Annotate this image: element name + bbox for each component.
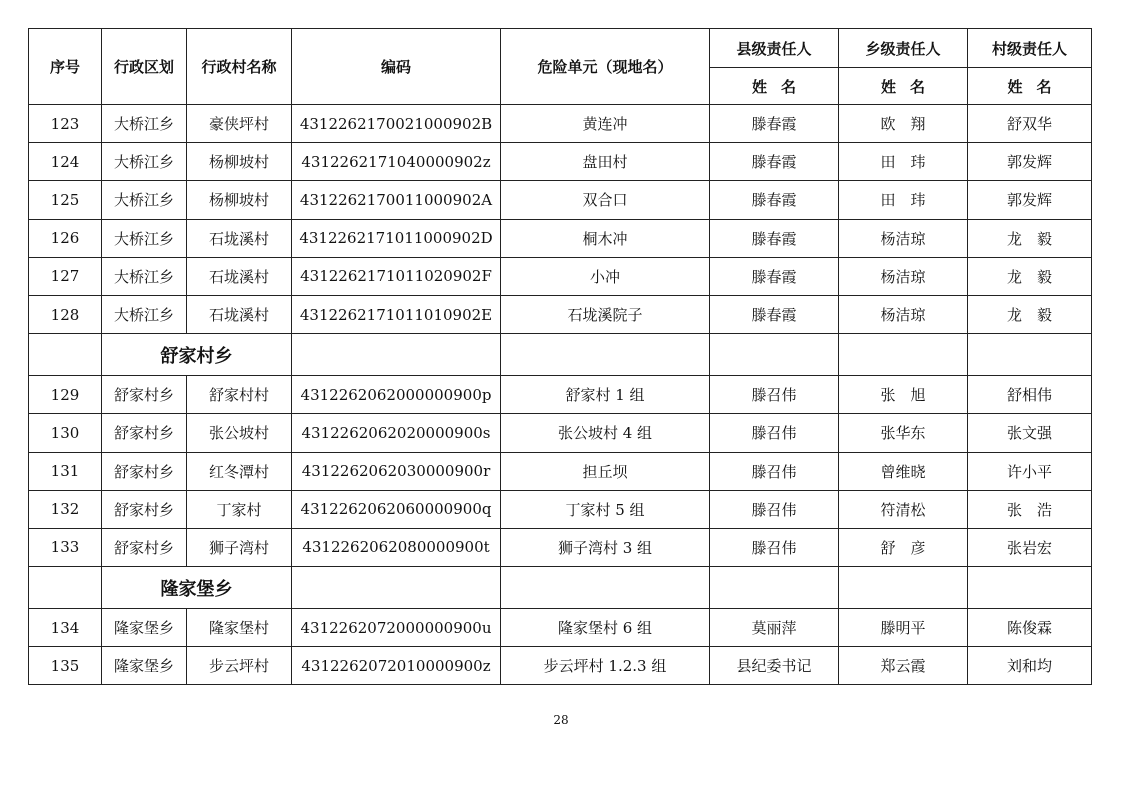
cell-township: 郑云霞 [839,647,968,685]
cell-district: 大桥江乡 [102,105,187,143]
cell-code: 4312262072000000900u [292,609,501,647]
cell-unit: 隆家堡村 6 组 [501,609,710,647]
cell-seq: 131 [29,452,102,490]
cell-district: 舒家村乡 [102,376,187,414]
header-seq: 序号 [29,29,102,105]
cell-village-resp: 龙 毅 [968,219,1092,257]
cell-village: 杨柳坡村 [187,181,292,219]
cell-seq: 135 [29,647,102,685]
table-row [29,257,1092,295]
cell-township: 杨洁琼 [839,295,968,333]
cell-village-resp: 张文强 [968,414,1092,452]
section-empty-cell [968,567,1092,609]
cell-village: 隆家堡村 [187,609,292,647]
section-empty-cell [29,567,102,609]
cell-code: 4312262062060000900q [292,490,501,528]
cell-township: 曾维晓 [839,452,968,490]
cell-unit: 双合口 [501,181,710,219]
cell-seq: 126 [29,219,102,257]
cell-seq: 134 [29,609,102,647]
cell-seq: 133 [29,528,102,566]
cell-village-resp: 刘和均 [968,647,1092,685]
cell-code: 4312262171011010902E [292,295,501,333]
section-empty-cell [501,334,710,376]
cell-county: 滕召伟 [710,376,839,414]
cell-code: 4312262171011020902F [292,257,501,295]
header-unit: 危险单元（现地名） [501,29,710,105]
section-row [29,567,1092,609]
cell-township: 杨洁琼 [839,219,968,257]
cell-township: 田 玮 [839,181,968,219]
section-empty-cell [839,334,968,376]
table-row [29,490,1092,528]
cell-village-resp: 许小平 [968,452,1092,490]
cell-village-resp: 舒双华 [968,105,1092,143]
cell-district: 舒家村乡 [102,452,187,490]
cell-district: 大桥江乡 [102,219,187,257]
section-empty-cell [29,334,102,376]
cell-village: 步云坪村 [187,647,292,685]
cell-township: 田 玮 [839,143,968,181]
cell-county: 滕春霞 [710,257,839,295]
cell-seq: 130 [29,414,102,452]
cell-unit: 小冲 [501,257,710,295]
cell-county: 县纪委书记 [710,647,839,685]
cell-village-resp: 龙 毅 [968,295,1092,333]
table-row [29,609,1092,647]
cell-village: 狮子湾村 [187,528,292,566]
header-code: 编码 [292,29,501,105]
cell-village-resp: 张岩宏 [968,528,1092,566]
page-number: 28 [553,713,569,727]
section-empty-cell [710,334,839,376]
table-row [29,105,1092,143]
table-row [29,647,1092,685]
section-title: 舒家村乡 [102,334,292,376]
section-empty-cell [501,567,710,609]
section-title: 隆家堡乡 [102,567,292,609]
cell-village-resp: 张 浩 [968,490,1092,528]
header-township: 乡级责任人 [839,29,968,68]
cell-code: 4312262062000000900p [292,376,501,414]
cell-village-resp: 郭发辉 [968,143,1092,181]
cell-county: 滕春霞 [710,143,839,181]
cell-county: 滕召伟 [710,490,839,528]
table-row [29,452,1092,490]
cell-village: 石垅溪村 [187,295,292,333]
cell-county: 滕春霞 [710,105,839,143]
cell-unit: 狮子湾村 3 组 [501,528,710,566]
cell-code: 4312262170021000902B [292,105,501,143]
cell-district: 大桥江乡 [102,257,187,295]
cell-code: 4312262072010000900z [292,647,501,685]
cell-code: 4312262171011000902D [292,219,501,257]
cell-county: 滕春霞 [710,181,839,219]
cell-unit: 张公坡村 4 组 [501,414,710,452]
table-body [29,105,1092,685]
cell-county: 滕春霞 [710,219,839,257]
cell-village: 舒家村村 [187,376,292,414]
cell-unit: 桐木冲 [501,219,710,257]
table-row [29,219,1092,257]
cell-district: 大桥江乡 [102,181,187,219]
cell-district: 舒家村乡 [102,528,187,566]
cell-village-resp: 陈俊霖 [968,609,1092,647]
cell-unit: 盘田村 [501,143,710,181]
table-row [29,414,1092,452]
cell-unit: 石垅溪院子 [501,295,710,333]
cell-code: 4312262170011000902A [292,181,501,219]
cell-seq: 132 [29,490,102,528]
cell-village-resp: 龙 毅 [968,257,1092,295]
table-row [29,143,1092,181]
cell-seq: 127 [29,257,102,295]
header-township-name: 姓名 [839,68,968,105]
cell-district: 隆家堡乡 [102,609,187,647]
cell-village: 张公坡村 [187,414,292,452]
cell-village-resp: 郭发辉 [968,181,1092,219]
table-row [29,295,1092,333]
risk-table [28,28,1092,685]
cell-seq: 129 [29,376,102,414]
cell-unit: 丁家村 5 组 [501,490,710,528]
table-row [29,528,1092,566]
cell-code: 4312262171040000902z [292,143,501,181]
cell-county: 莫丽萍 [710,609,839,647]
cell-district: 大桥江乡 [102,295,187,333]
cell-county: 滕春霞 [710,295,839,333]
cell-village: 丁家村 [187,490,292,528]
cell-village: 杨柳坡村 [187,143,292,181]
header-village: 行政村名称 [187,29,292,105]
section-empty-cell [839,567,968,609]
cell-township: 张 旭 [839,376,968,414]
cell-seq: 128 [29,295,102,333]
cell-township: 符清松 [839,490,968,528]
cell-unit: 步云坪村 1.2.3 组 [501,647,710,685]
cell-village-resp: 舒相伟 [968,376,1092,414]
cell-district: 舒家村乡 [102,414,187,452]
section-empty-cell [710,567,839,609]
cell-village: 石垅溪村 [187,219,292,257]
cell-district: 隆家堡乡 [102,647,187,685]
header-district: 行政区划 [102,29,187,105]
cell-unit: 舒家村 1 组 [501,376,710,414]
header-village-resp: 村级责任人 [968,29,1092,68]
section-empty-cell [292,334,501,376]
table-row [29,376,1092,414]
cell-code: 4312262062030000900r [292,452,501,490]
cell-seq: 124 [29,143,102,181]
cell-county: 滕召伟 [710,414,839,452]
cell-village: 豪侠坪村 [187,105,292,143]
cell-district: 舒家村乡 [102,490,187,528]
cell-unit: 担丘坝 [501,452,710,490]
section-empty-cell [968,334,1092,376]
cell-township: 张华东 [839,414,968,452]
cell-seq: 125 [29,181,102,219]
cell-code: 4312262062080000900t [292,528,501,566]
table-header [29,29,1092,105]
cell-code: 4312262062020000900s [292,414,501,452]
cell-district: 大桥江乡 [102,143,187,181]
cell-township: 舒 彦 [839,528,968,566]
cell-township: 欧 翔 [839,105,968,143]
section-row [29,334,1092,376]
cell-village: 红冬潭村 [187,452,292,490]
section-empty-cell [292,567,501,609]
cell-county: 滕召伟 [710,528,839,566]
header-village-name: 姓名 [968,68,1092,105]
cell-unit: 黄连冲 [501,105,710,143]
cell-township: 杨洁琼 [839,257,968,295]
header-county-name: 姓名 [710,68,839,105]
header-county: 县级责任人 [710,29,839,68]
cell-township: 滕明平 [839,609,968,647]
cell-village: 石垅溪村 [187,257,292,295]
cell-seq: 123 [29,105,102,143]
cell-county: 滕召伟 [710,452,839,490]
table-row [29,181,1092,219]
